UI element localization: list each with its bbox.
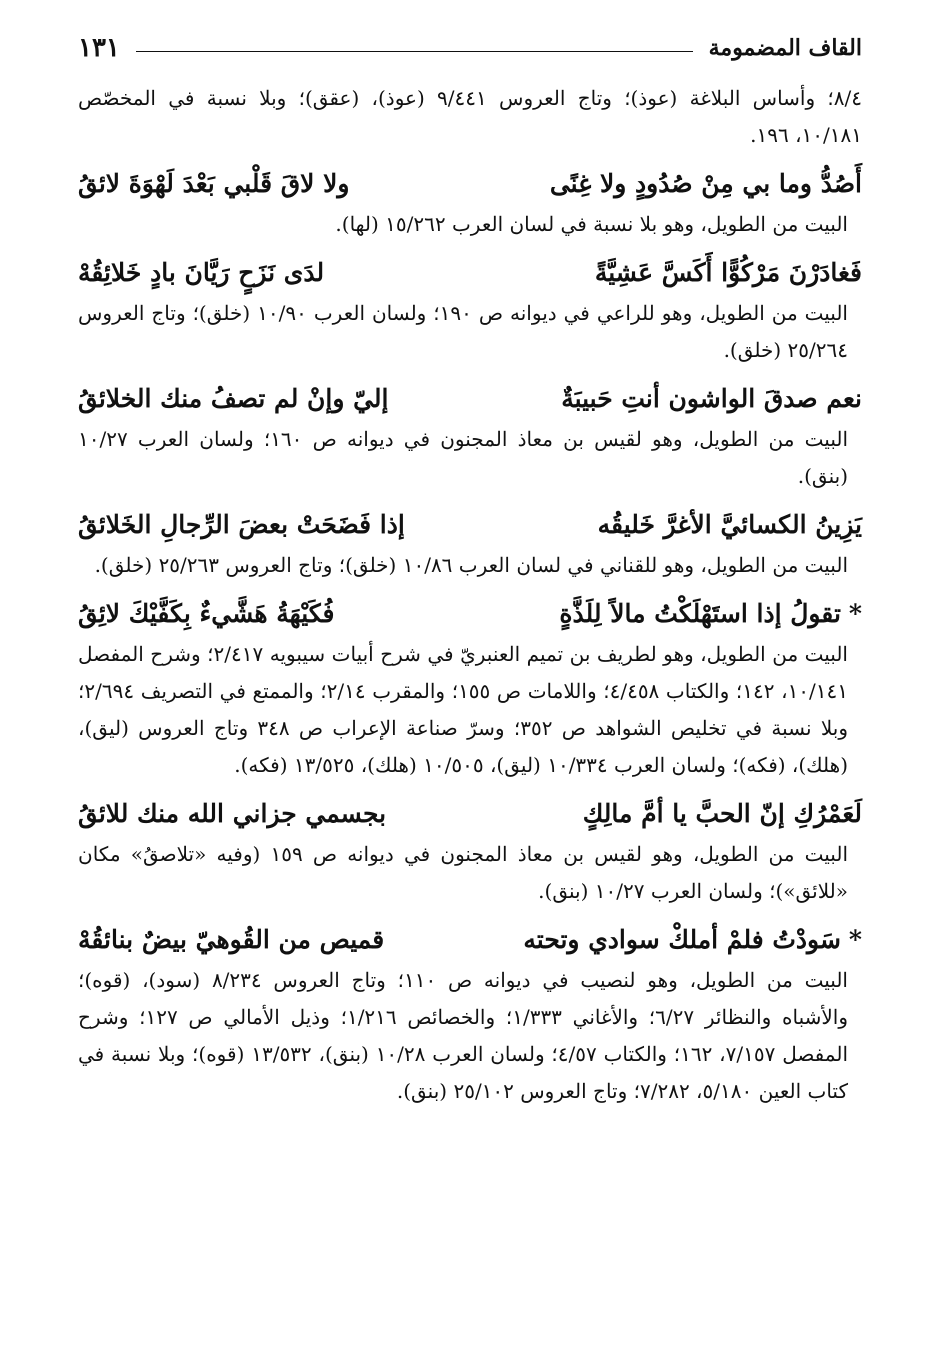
page-number: ١٣١ bbox=[78, 33, 120, 63]
first-hemistich: لَعَمْرُكِ إنّ الحبَّ يا أمَّ مالِكٍ bbox=[582, 799, 862, 828]
verse-line bbox=[78, 918, 862, 962]
second-hemistich: ولا لاقَ قَلْبي بَعْدَ لَهْوَةَ لائقُ bbox=[78, 169, 350, 198]
first-hemistich: أَصُدُّ وما بي مِنْ صُدُودٍ ولا غِنًى bbox=[549, 169, 862, 198]
verse-line bbox=[78, 162, 862, 206]
verse-entry bbox=[78, 792, 862, 910]
first-hemistich: نعم صدقَ الواشون أنتِ حَبيبَةٌ bbox=[561, 384, 862, 413]
verse-line bbox=[78, 592, 862, 636]
first-hemistich: فَغادَرْنَ مَرْكُوًّا أَكَسَّ عَشِيَّةً bbox=[594, 258, 862, 287]
verse-source-note: البيت من الطويل، وهو لقيس بن معاذ المجنون في ديوانه ص ١٥٩ (وفيه «تلاصقُ» مكان «للائق»)؛ ولسان العرب ١٠/٢٧ (بنق). bbox=[78, 842, 848, 903]
verse-line bbox=[78, 251, 862, 295]
verse-line bbox=[78, 377, 862, 421]
second-hemistich: فُكَيْهَةُ هَشَّيءٌ بِكَفَّيْكَ لائِقُ bbox=[78, 599, 335, 628]
second-hemistich: بجسمي جزاني الله منك للائقُ bbox=[78, 799, 387, 828]
verse-source-note: البيت من الطويل، وهو للقناني في لسان العرب ١٠/٨٦ (خلق)؛ وتاج العروس ٢٥/٢٦٣ (خلق). bbox=[94, 553, 848, 577]
verse-star-marker: * bbox=[848, 599, 862, 628]
verse-line bbox=[78, 792, 862, 836]
first-hemistich: يَزِينُ الكسائيَّ الأغرَّ خَليقُه bbox=[597, 510, 862, 539]
verse-source-note: البيت من الطويل، وهو لطريف بن تميم العنبريّ في شرح أبيات سيبويه ٢/٤١٧؛ وشرح المفصل ١٠/١٤١، ١٤٢؛ والكتاب ٤/٤٥٨؛ واللامات ص ١٥٥؛ والمقرب ٢/١٤؛ والممتع في التصريف ٢/٦٩٤؛ وبلا نسبة في تخليص الشواهد ص ٣٥٢؛ وسرّ صناعة الإعراب ص ٣٤٨ وتاج العروس (ليق)، (هلك)، (فكه)؛ ولسان العرب ١٠/٣٣٤ (ليق)، ١٠/٥٠٥ (هلك)، ١٣/٥٢٥ (فكه). bbox=[78, 642, 849, 777]
verse-source-note: البيت من الطويل، وهو للراعي في ديوانه ص ١٩٠؛ ولسان العرب ١٠/٩٠ (خلق)؛ وتاج العروس ٢٥/٢٦٤ (خلق). bbox=[78, 301, 848, 362]
verse-entry bbox=[78, 377, 862, 495]
verse-entry bbox=[78, 503, 862, 584]
verse-entries bbox=[78, 162, 862, 1110]
verse-line bbox=[78, 503, 862, 547]
verse-entry bbox=[78, 251, 862, 369]
header-rule bbox=[136, 51, 693, 52]
second-hemistich: إليّ وإنْ لم تصفُ منك الخلائقُ bbox=[78, 384, 389, 413]
first-hemistich: سَودْتُ فلمْ أملكْ سوادي وتحته bbox=[523, 925, 841, 954]
running-title: القاف المضمومة bbox=[708, 35, 862, 61]
page-header bbox=[78, 28, 862, 68]
second-hemistich: لدَى نَزَحٍ رَيَّانَ بادٍ خَلائِقُهْ bbox=[78, 258, 325, 287]
verse-source-note: البيت من الطويل، وهو لنصيب في ديوانه ص ١١٠؛ وتاج العروس ٨/٢٣٤ (سود)، (قوه)؛ والأشباه والنظائر ٦/٢٧؛ والأغاني ١/٣٣٣؛ والخصائص ١/٢١٦؛ وذيل الأمالي ص ١٢٧؛ وشرح المفصل ٧/١٥٧، ١٦٢؛ والكتاب ٤/٥٧؛ ولسان العرب ١٠/٢٨ (بنق)، ١٣/٥٣٢ (قوه)؛ وبلا نسبة في كتاب العين ٥/١٨٠، ٧/٢٨٢؛ وتاج العروس ٢٥/١٠٢ (بنق). bbox=[78, 968, 849, 1103]
second-hemistich: قميص من القُوهيّ بيضٌ بنائقُهْ bbox=[78, 925, 385, 954]
verse-source-note: البيت من الطويل، وهو لقيس بن معاذ المجنون في ديوانه ص ١٦٠؛ ولسان العرب ١٠/٢٧ (بنق). bbox=[78, 427, 849, 488]
first-hemistich: تقولُ إذا استَهْلَكْتُ مالاً لِلَذَّةٍ bbox=[559, 599, 841, 628]
verse-source-note: البيت من الطويل، وهو بلا نسبة في لسان العرب ١٥/٢٦٢ (لها). bbox=[335, 212, 848, 236]
verse-entry bbox=[78, 162, 862, 243]
verse-star-marker: * bbox=[848, 925, 862, 954]
continued-footnote: ٨/٤؛ وأساس البلاغة (عوذ)؛ وتاج العروس ٩/٤٤١ (عوذ)، (عقق)؛ وبلا نسبة في المخصّص ١٠/١٨١، ١٩٦. bbox=[78, 86, 862, 147]
verse-entry bbox=[78, 592, 862, 784]
second-hemistich: إذا فَضَحَتْ بعضَ الرِّجالِ الخَلائقُ bbox=[78, 510, 405, 539]
verse-entry bbox=[78, 918, 862, 1110]
